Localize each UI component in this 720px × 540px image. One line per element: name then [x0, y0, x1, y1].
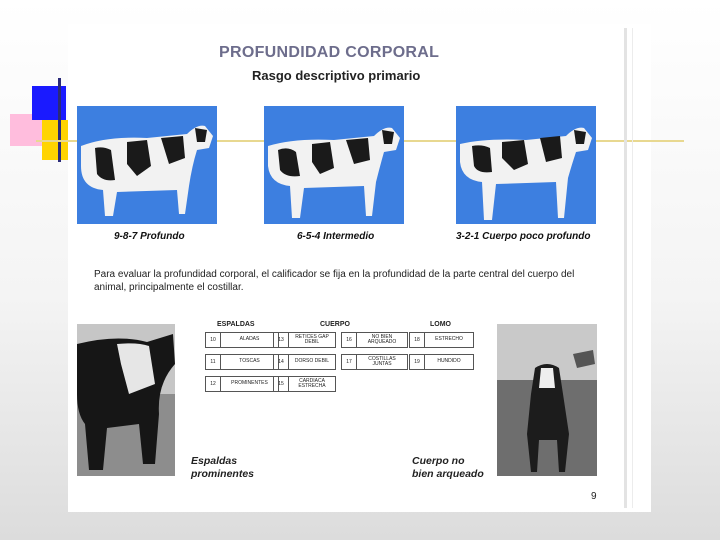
table-header-cuerpo: CUERPO: [320, 321, 350, 328]
code-number: 14: [273, 354, 289, 370]
table-row: [409, 332, 474, 348]
page-number: 9: [591, 491, 597, 502]
page-title: PROFUNDIDAD CORPORAL: [219, 44, 440, 61]
cow-photo-shallow: [456, 106, 596, 224]
code-label: PROMINENTES: [221, 376, 279, 392]
holstein-cow-intermediate-icon: [264, 106, 404, 224]
decorative-vertical-line: [58, 78, 61, 162]
right-photo-caption-line2: bien arqueado: [412, 468, 484, 480]
code-label: ALADAS: [221, 332, 279, 348]
code-label: ESTRECHO: [425, 332, 474, 348]
photo-caption-shallow: 3-2-1 Cuerpo poco profundo: [456, 231, 591, 242]
cow-photo-intermediate: [264, 106, 404, 224]
code-label: TOSCAS: [221, 354, 279, 370]
code-number: 18: [409, 332, 425, 348]
cow-rear-side-icon: [77, 324, 175, 476]
right-photo-caption: [412, 455, 484, 481]
table-row: [341, 332, 408, 348]
code-number: 12: [205, 376, 221, 392]
code-label: DORSO DEBIL: [289, 354, 336, 370]
code-label: RETICES GAP DEBIL: [289, 332, 336, 348]
table-header-espaldas: ESPALDAS: [217, 321, 255, 328]
code-label: HUNDIDO: [425, 354, 474, 370]
holstein-cow-deep-icon: [77, 106, 217, 224]
photo-espaldas-prominentes: [77, 324, 175, 476]
code-number: 16: [341, 332, 357, 348]
page-subtitle: Rasgo descriptivo primario: [252, 68, 421, 83]
left-photo-caption-line1: Espaldas: [191, 455, 238, 467]
page-edge: [624, 28, 627, 508]
table-row: [273, 376, 336, 392]
code-number: 13: [273, 332, 289, 348]
table-row: [409, 354, 474, 370]
cow-photo-deep: [77, 106, 217, 224]
photo-caption-intermediate: 6-5-4 Intermedio: [297, 231, 375, 242]
table-row: [205, 354, 279, 370]
table-row: [273, 354, 336, 370]
code-number: 17: [341, 354, 357, 370]
table-header-lomo: LOMO: [430, 321, 451, 328]
code-label: NO BIEN ARQUEADO: [357, 332, 408, 348]
description-paragraph: Para evaluar la profundidad corporal, el calificador se fija en la profundidad de la parte central del cuerpo del animal, principalmente el costillar.: [94, 269, 575, 293]
table-row: [205, 332, 279, 348]
cow-front-view-icon: [497, 324, 597, 476]
code-number: 11: [205, 354, 221, 370]
left-photo-caption-line2: prominentes: [191, 468, 255, 480]
page-edge: [632, 28, 633, 508]
left-photo-caption: [191, 455, 254, 481]
code-number: 15: [273, 376, 289, 392]
photo-caption-deep: 9-8-7 Profundo: [114, 231, 185, 242]
code-number: 10: [205, 332, 221, 348]
code-number: 19: [409, 354, 425, 370]
code-label: CARDIACA ESTRECHA: [289, 376, 336, 392]
table-row: [341, 354, 408, 370]
right-photo-caption-line1: Cuerpo no: [412, 455, 465, 467]
table-row: [205, 376, 279, 392]
code-label: COSTILLAS JUNTAS: [357, 354, 408, 370]
table-row: [273, 332, 336, 348]
holstein-cow-shallow-icon: [456, 106, 596, 224]
photo-cuerpo-no-bien-arqueado: [497, 324, 597, 476]
